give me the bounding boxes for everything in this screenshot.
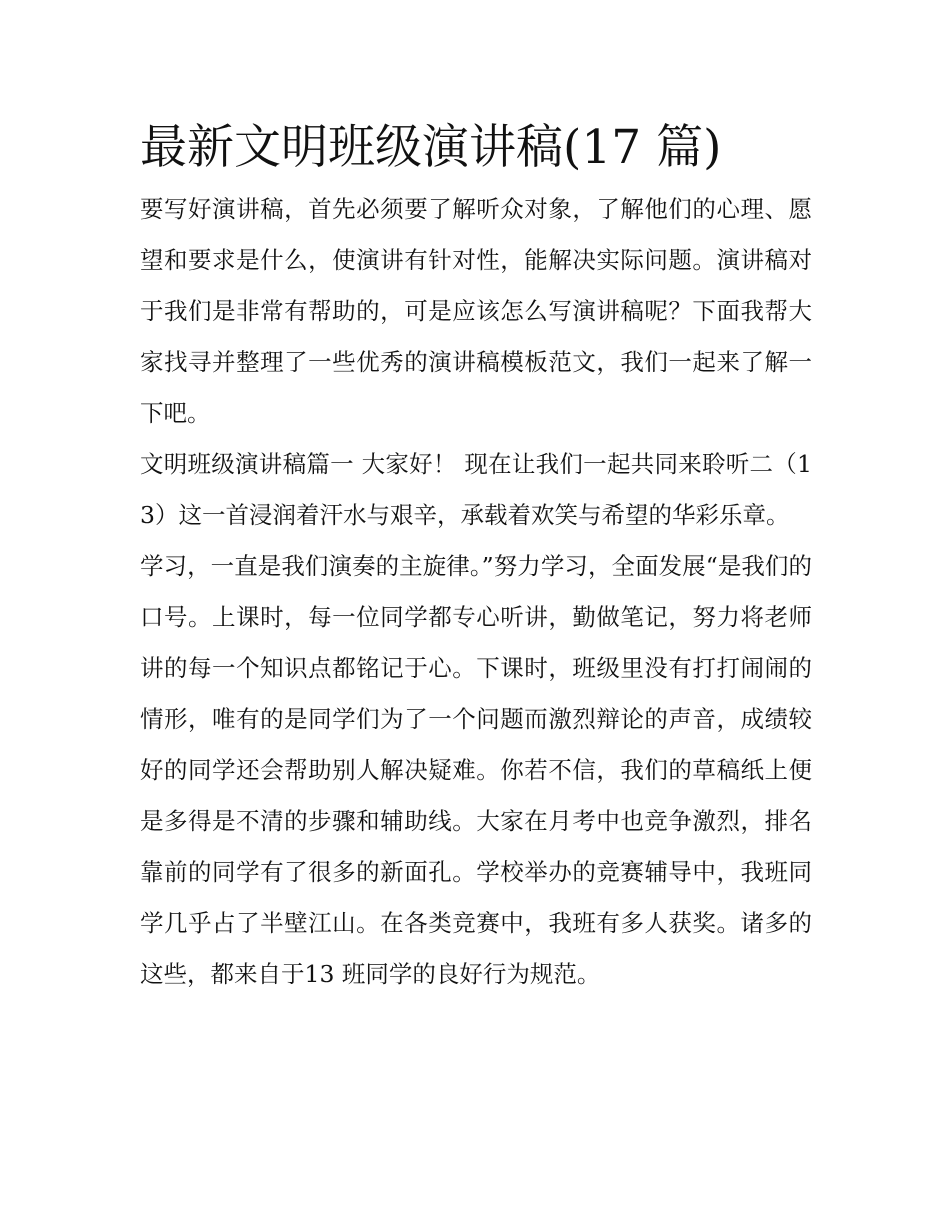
speech-opening-paragraph: 文明班级演讲稿篇一 大家好！ 现在让我们一起共同来聆听二（13）这一首浸润着汗水与艰辛，承载着欢笑与希望的华彩乐章。 <box>140 450 812 529</box>
document-title: 最新文明班级演讲稿(17 篇) <box>140 120 722 175</box>
document-body <box>140 112 812 1000</box>
study-paragraph: 学习，一直是我们演奏的主旋律。”努力学习，全面发展“是我们的口号。上课时，每一位同学都专心听讲，勤做笔记，努力将老师讲的每一个知识点都铭记于心。下课时，班级里没有打打闹闹的情形，唯有的是同学们为了一个问题而激烈辩论的声音，成绩较好的同学还会帮助别人解决疑难。你若不信，我们的草稿纸上便是多得是不清的步骤和辅助线。大家在月考中也竞争激烈，排名靠前的同学有了很多的新面孔。学校举办的竞赛辅导中，我班同学几乎占了半壁江山。在各类竞赛中，我班有多人获奖。诸多的这些，都来自于13 班同学的良好行为规范。 <box>140 552 812 988</box>
intro-paragraph: 要写好演讲稿，首先必须要了解听众对象，了解他们的心理、愿望和要求是什么，使演讲有针对性，能解决实际问题。演讲稿对于我们是非常有帮助的，可是应该怎么写演讲稿呢？下面我帮大家找寻并整理了一些优秀的演讲稿模板范文，我们一起来了解一下吧。 <box>140 195 812 427</box>
